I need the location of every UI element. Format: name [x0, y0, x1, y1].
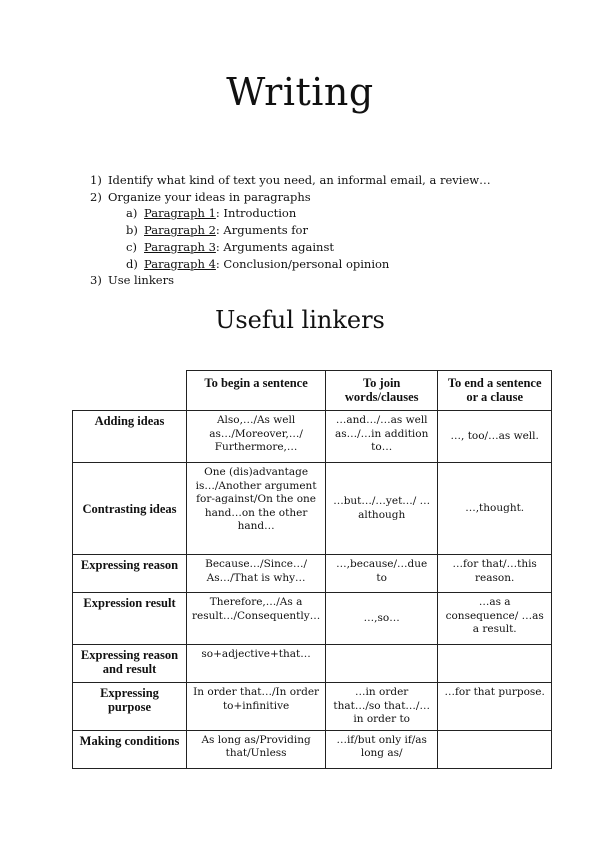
- row-label: Contrasting ideas: [73, 463, 187, 555]
- table-cell: [326, 645, 438, 683]
- step-item: [90, 189, 491, 273]
- table-cell: …, too/…as well.: [438, 411, 552, 463]
- page-title: Writing: [226, 70, 374, 114]
- table-row: [73, 730, 552, 768]
- step-text: Use linkers: [108, 273, 174, 288]
- table-row: [73, 555, 552, 593]
- column-header: To end a sentence or a clause: [438, 371, 552, 411]
- table-header-row: [73, 371, 552, 411]
- table-cell: …if/but only if/as long as/: [326, 730, 438, 768]
- table-row: [73, 463, 552, 555]
- table-cell: …for that/…this reason.: [438, 555, 552, 593]
- table-cell: …for that purpose.: [438, 683, 552, 731]
- table-row: [73, 645, 552, 683]
- table-cell: In order that…/In order to+infinitive: [187, 683, 326, 731]
- column-header: To join words/clauses: [326, 371, 438, 411]
- paragraph-label: Paragraph 3: [144, 239, 216, 254]
- table-row: [73, 683, 552, 731]
- table-cell: Therefore,…/As a result…/Consequently…: [187, 593, 326, 645]
- paragraph-item: [126, 222, 491, 239]
- linkers-heading: Useful linkers: [215, 306, 385, 334]
- row-label: Expressing reason: [73, 555, 187, 593]
- paragraph-item: [126, 239, 491, 256]
- sub-number: d): [126, 256, 138, 271]
- table-row: [73, 593, 552, 645]
- step-item: [90, 272, 491, 289]
- step-number: 3): [90, 273, 102, 288]
- step-text: Identify what kind of text you need, an informal email, a review…: [108, 173, 491, 187]
- writing-steps-list: [90, 172, 491, 289]
- row-label: Expressing purpose: [73, 683, 187, 731]
- linkers-table: [72, 370, 552, 769]
- step-item: [90, 172, 491, 189]
- table-cell: Because…/Since…/ As…/That is why…: [187, 555, 326, 593]
- paragraph-label: Paragraph 4: [144, 256, 216, 271]
- paragraph-item: [126, 256, 491, 273]
- table-cell: …and…/…as well as…/…in addition to…: [326, 411, 438, 463]
- table-cell: …,so…: [326, 593, 438, 645]
- paragraph-desc: : Introduction: [215, 206, 297, 221]
- step-text: Organize your ideas in paragraphs: [108, 189, 311, 204]
- row-label: Making conditions: [73, 730, 187, 768]
- sub-number: a): [126, 206, 138, 221]
- step-number: 2): [90, 189, 102, 204]
- table-cell: …but…/…yet…/ …although: [326, 463, 438, 555]
- table-row: [73, 411, 552, 463]
- paragraph-label: Paragraph 1: [144, 206, 216, 221]
- paragraph-desc: : Arguments for: [215, 223, 308, 238]
- table-cell: [438, 730, 552, 768]
- row-label: Adding ideas: [73, 411, 187, 463]
- table-corner-cell: [73, 371, 187, 411]
- table-cell: …,thought.: [438, 463, 552, 555]
- table-cell: …,because/…due to: [326, 555, 438, 593]
- table-cell: …in order that…/so that…/…in order to: [326, 683, 438, 731]
- column-header: To begin a sentence: [187, 371, 326, 411]
- table-cell: As long as/Providing that/Unless: [187, 730, 326, 768]
- paragraph-sublist: [90, 205, 491, 272]
- paragraph-label: Paragraph 2: [144, 223, 216, 238]
- step-number: 1): [90, 173, 102, 187]
- row-label: Expression result: [73, 593, 187, 645]
- paragraph-desc: : Conclusion/personal opinion: [215, 256, 390, 271]
- table-cell: Also,…/As well as…/Moreover,…/ Furthermore,…: [187, 411, 326, 463]
- table-cell: One (dis)advantage is…/Another argument for-against/On the one hand…on the other hand…: [187, 463, 326, 555]
- sub-number: b): [126, 223, 138, 238]
- table-cell: [438, 645, 552, 683]
- paragraph-desc: : Arguments against: [215, 239, 334, 254]
- sub-number: c): [126, 239, 137, 254]
- paragraph-item: [126, 205, 491, 222]
- table-cell: so+adjective+that…: [187, 645, 326, 683]
- table-cell: …as a consequence/ …as a result.: [438, 593, 552, 645]
- row-label: Expressing reason and result: [73, 645, 187, 683]
